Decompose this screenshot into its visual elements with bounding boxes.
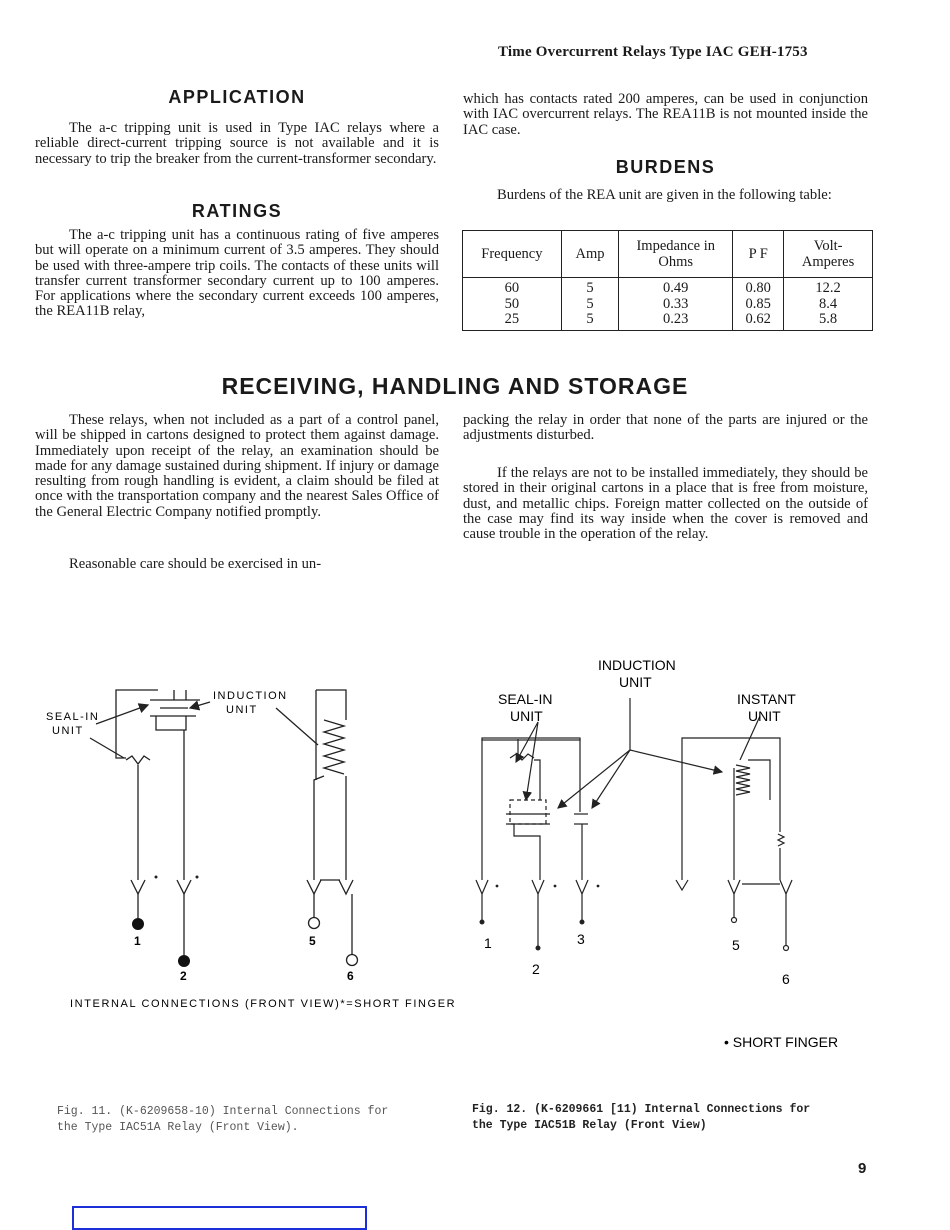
fig12-seal-label-1: SEAL-IN <box>498 691 553 707</box>
application-heading: APPLICATION <box>168 87 306 107</box>
table-cell: 0.80 0.85 0.62 <box>733 278 784 331</box>
fig11-seal-label-1: SEAL-IN <box>46 711 100 723</box>
application-paragraph: The a-c tripping unit is used in Type IAC relays where a reliable direct-current tripping source is not available and it is necessary to trip the breaker from the current-transformer secondary. <box>35 120 439 167</box>
fig12-terminal-label: 2 <box>532 961 540 977</box>
fig12-terminal-label: 5 <box>732 937 740 953</box>
fig12-terminal-label: 6 <box>782 971 790 987</box>
table-header-cell: Amp <box>561 231 619 278</box>
fig12-seal-label-2: UNIT <box>510 708 543 724</box>
figure-12-diagram <box>476 698 792 946</box>
fig12-induction-label-1: INDUCTION <box>598 657 676 673</box>
fig12-terminal-label: 3 <box>577 931 585 947</box>
fig11-terminal-label: 1 <box>134 934 141 948</box>
burdens-heading: BURDENS <box>615 157 716 177</box>
fig11-bottom-label: INTERNAL CONNECTIONS (FRONT VIEW)*=SHORT FINGER <box>70 998 457 1010</box>
table-cell: 60 50 25 <box>463 278 562 331</box>
table-header-cell: Volt-Amperes <box>784 231 873 278</box>
fig11-seal-label-2: UNIT <box>52 725 84 737</box>
fig12-legend: • SHORT FINGER <box>724 1034 839 1050</box>
table-header-cell: Impedance in Ohms <box>619 231 733 278</box>
fig12-induction-label-2: UNIT <box>619 674 652 690</box>
table-cell: 12.2 8.4 5.8 <box>784 278 873 331</box>
fig11-induction-label-1: INDUCTION <box>213 690 288 702</box>
fig11-terminal-label: 6 <box>347 969 354 983</box>
link-annotation-box[interactable] <box>72 1206 367 1230</box>
page-number: 9 <box>858 1160 867 1177</box>
table-cell: 0.49 0.33 0.23 <box>619 278 733 331</box>
fig11-terminal-label: 2 <box>180 969 187 983</box>
table-header-cell: P F <box>733 231 784 278</box>
fig12-terminal-label: 1 <box>484 935 492 951</box>
fig11-induction-label-2: UNIT <box>226 704 258 716</box>
ratings-heading: RATINGS <box>191 201 283 221</box>
fig12-instant-label-2: UNIT <box>748 708 781 724</box>
fig11-caption: Fig. 11. (K-6209658-10) Internal Connections for the Type IAC51A Relay (Front View). <box>57 1105 389 1134</box>
burdens-intro: Burdens of the REA unit are given in the following table: <box>497 187 832 203</box>
fig12-caption: Fig. 12. (K-6209661 [11) Internal Connections for the Type IAC51B Relay (Front View) <box>472 1103 811 1132</box>
table-header-cell: Frequency <box>463 231 562 278</box>
table-cell: 5 5 5 <box>561 278 619 331</box>
fig12-instant-label-1: INSTANT <box>737 691 796 707</box>
receiving-paragraph-1: These relays, when not included as a part of a control panel, will be shipped in cartons designed to protect them against damage. Immediately upon receipt of the relay, an examination should be made for any damage sustained during shipment. If injury or damage resulting from rough handling is evident, a claim should be filed at once with the transportation company and the nearest Sales Office of the General Electric Company notified promptly. <box>35 412 439 520</box>
fig11-terminal-label: 5 <box>309 934 316 948</box>
receiving-paragraph-4: If the relays are not to be installed immediately, they should be stored in their original cartons in a place that is free from moisture, dust, and metallic chips. Foreign matter collected on the outside of the case may find its way inside when the cover is removed and cause trouble in the operation of the relay. <box>463 465 868 543</box>
receiving-paragraph-3: packing the relay in order that none of the parts are injured or the adjustments disturbed. <box>463 412 868 444</box>
receiving-heading: RECEIVING, HANDLING AND STORAGE <box>221 373 689 399</box>
ratings-paragraph: The a-c tripping unit has a continuous rating of five amperes but will operate on a minimum current of 3.5 amperes. They should be used with three-ampere trip coils. The contacts of these units will transfer current transformer secondary current up to 100 amperes. For applications where the secondary current exceeds 100 amperes, the REA11B relay, <box>35 227 439 320</box>
running-header: Time Overcurrent Relays Type IAC GEH-1753 <box>498 44 808 60</box>
application-continued-paragraph: which has contacts rated 200 amperes, can be used in conjunction with IAC overcurrent relays. The REA11B is not mounted inside the IAC case. <box>463 91 868 138</box>
receiving-paragraph-2: Reasonable care should be exercised in un- <box>69 556 322 572</box>
